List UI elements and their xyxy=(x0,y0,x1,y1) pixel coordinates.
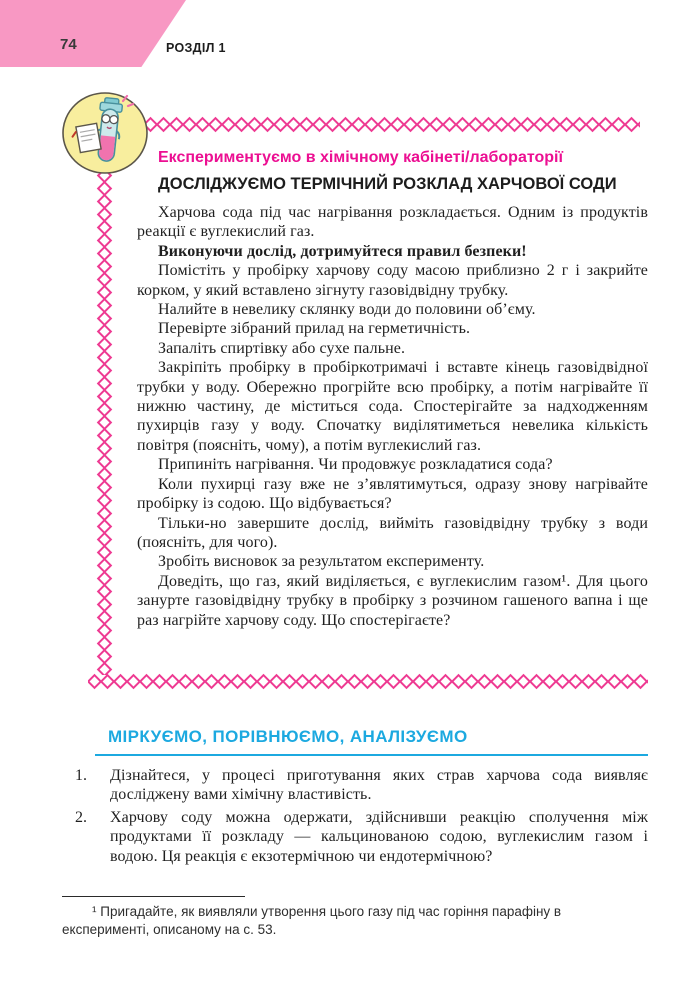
chapter-label: РОЗДІЛ 1 xyxy=(166,41,226,55)
footnote xyxy=(62,896,640,939)
section-title: МІРКУЄМО, ПОРІВНЮЄМО, АНАЛІЗУЄМО xyxy=(108,727,468,746)
page-number: 74 xyxy=(60,36,77,53)
experiment-paragraph: Налийте в невелику склянку води до половини об’єму. xyxy=(158,301,536,319)
question-number: 1. xyxy=(75,767,87,784)
diamond-border-top-icon xyxy=(131,115,640,134)
experiment-paragraph: Перевірте зібраний прилад на герметичність. xyxy=(158,320,471,338)
test-tube-mascot-icon xyxy=(61,92,149,180)
safety-warning: Виконуючи дослід, дотримуйтеся правил безпеки! xyxy=(158,242,527,260)
experiment-paragraph: Тільки-но завершите дослід, вийміть газовідвідну трубку з води (поясніть, для чого). xyxy=(137,514,648,551)
experiment-paragraph: Помістіть у пробірку харчову соду масою приблизно 2 г і закрийте корком, у який вставлено зігнуту газовідвідну трубку. xyxy=(137,262,648,299)
question-text: Дізнайтеся, у процесі приготування яких страв харчова сода виявляє досліджену вами хімічну властивість. xyxy=(110,767,648,804)
experiment-paragraph: Запаліть спиртівку або сухе пальне. xyxy=(158,339,406,357)
question-number: 2. xyxy=(75,808,87,826)
experiment-kicker: Експериментуємо в хімічному кабінеті/лабораторії xyxy=(158,149,563,166)
experiment-paragraph: Харчова сода під час нагрівання розкладається. Одним із продуктів реакції є вуглекислий газ. xyxy=(137,204,648,241)
diamond-border-left-icon xyxy=(95,169,114,675)
experiment-paragraph: Зробіть висновок за результатом експерименту. xyxy=(158,553,485,571)
question-text: Харчову соду можна одержати, здійснивши реакцію сполучення між продуктами її розкладу — кальцинованою содою, вуглекислим газом і водою. Ця реакція є екзотермічною чи ендотермічною? xyxy=(110,808,648,865)
experiment-paragraph: Закріпіть пробірку в пробіркотримачі і вставте кінець газовідвідної трубки у воду. Обережно прогрійте всю пробірку, а потім нагрівайте її нижню частину, де міститься сода. Спостерігайте за надходженням пухирців газу у воду. Спочатку виділятиметься невелика кількість повітря (поясніть, чому), а потім вуглекислий газ. xyxy=(137,359,648,454)
footnote-text: ¹ Пригадайте, як виявляли утворення цього газу під час горіння парафіну в експерименті, описаному на с. 53. xyxy=(62,904,562,937)
page-number-tab xyxy=(0,0,186,67)
experiment-section xyxy=(137,149,648,630)
footnote-rule xyxy=(62,896,245,897)
question-item xyxy=(75,808,648,866)
experiment-paragraph: Доведіть, що газ, який виділяється, є вуглекислим газом¹. Для цього занурте газовідвідну трубку в пробірку з розчином гашеного вапна і ще раз нагрійте харчову соду. Що спостерігаєте? xyxy=(137,572,648,629)
experiment-title: ДОСЛІДЖУЄМО ТЕРМІЧНИЙ РОЗКЛАД ХАРЧОВОЇ СОДИ xyxy=(158,175,617,193)
experiment-paragraph: Припиніть нагрівання. Чи продовжує розкладатися сода? xyxy=(158,456,553,474)
question-item xyxy=(75,766,648,805)
think-section xyxy=(75,727,648,869)
experiment-paragraph: Коли пухирці газу вже не з’являтимуться, одразу знову нагрівайте пробірку із содою. Що відбувається? xyxy=(137,475,648,513)
section-underline xyxy=(95,754,648,756)
diamond-border-bottom-icon xyxy=(88,672,648,691)
